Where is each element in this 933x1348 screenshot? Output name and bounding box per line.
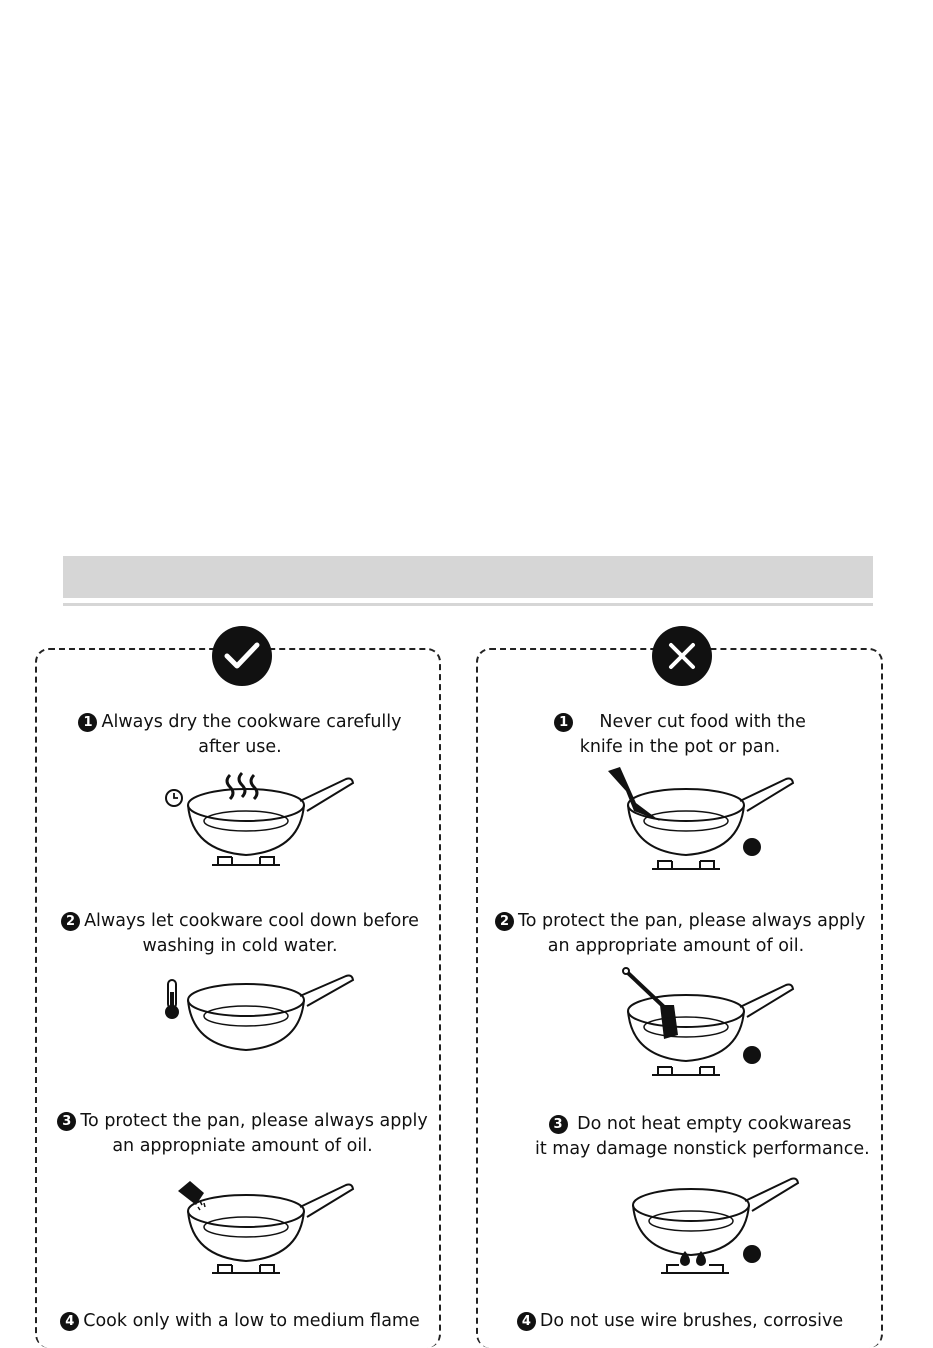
cross-icon [652,626,712,686]
step-number-badge: 4 [60,1312,79,1331]
step-number-badge: 3 [57,1112,76,1131]
do-item-1-text: 1 Always dry the cookware carefully after use. [60,710,420,760]
x-mark-icon [743,1046,761,1064]
dont-item-4-text: 4 Do not use wire brushes, corrosive [510,1309,850,1334]
oil-pour-pan-icon [160,1175,360,1280]
spatula-pan-icon [600,965,800,1080]
dont-item-3-text: 3 Do not heat empty cookwareas it may damage nonstick performance. [535,1114,870,1159]
step-number-badge: 4 [517,1312,536,1331]
dont-item-2-text: 2 To protect the pan, please always apply an appropriate amount of oil. [495,909,857,959]
x-mark-icon [743,1245,761,1263]
do-item-2-text: 2 Always let cookware cool down before washing in cold water. [55,909,425,959]
do-item-3-text: 3 To protect the pan, please always apply an appropniate amount of oil. [55,1109,430,1159]
empty-heat-pan-icon [605,1175,805,1280]
step-number-badge: 2 [495,912,514,931]
section-header-bar [63,556,873,598]
step-number-badge: 3 [549,1115,568,1134]
step-number-badge: 1 [78,713,97,732]
x-mark-icon [743,838,761,856]
steam-timer-pan-icon [160,765,360,875]
step-number-badge: 2 [61,912,80,931]
step-number-badge: 1 [554,713,573,732]
thermometer-pan-icon [160,972,360,1062]
check-icon [212,626,272,686]
dont-item-1-text: 1 Never cut food with the knife in the pot or pan. [510,710,850,760]
section-header-rule [63,603,873,606]
knife-pan-icon [600,765,800,875]
do-item-4-text: 4 Cook only with a low to medium flame [55,1309,425,1334]
